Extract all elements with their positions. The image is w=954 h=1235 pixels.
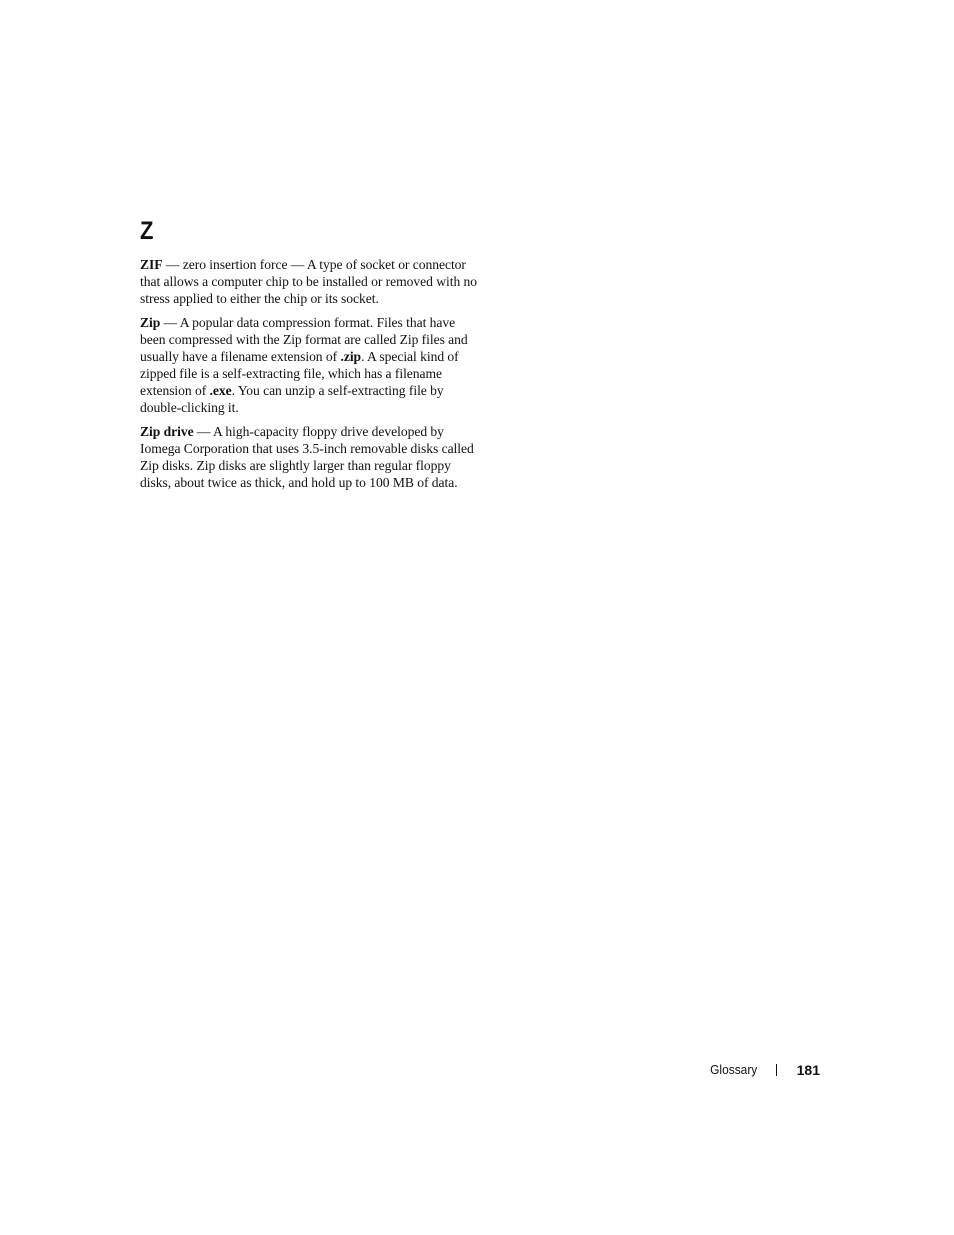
- glossary-column: [140, 216, 482, 498]
- glossary-term: Zip: [140, 315, 161, 330]
- glossary-entry-zif: [140, 256, 482, 307]
- glossary-definition-continued: . A special kind of zipped file is a self-extracting file, which has a filename extension of: [140, 349, 459, 398]
- page-number: 181: [796, 1062, 820, 1078]
- glossary-entry-zip: [140, 314, 482, 416]
- page-footer: [706, 1061, 820, 1079]
- file-extension-exe: .exe: [209, 383, 232, 398]
- glossary-term: ZIF: [140, 257, 163, 272]
- glossary-definition: — A high-capacity floppy drive developed by Iomega Corporation that uses 3.5-inch removable disks called Zip disks. Zip disks are slightly larger than regular floppy disks, about twice as thick, and hold up to 100 MB of data.: [140, 424, 474, 490]
- file-extension-zip: .zip: [340, 349, 362, 364]
- footer-section-name: Glossary: [710, 1062, 758, 1077]
- footer-separator: [776, 1064, 777, 1076]
- glossary-entry-zip-drive: [140, 423, 482, 491]
- glossary-definition: — A popular data compression format. Files that have been compressed with the Zip format are called Zip files and usually have a filename extension of: [140, 315, 468, 364]
- glossary-term: Zip drive: [140, 424, 194, 439]
- glossary-definition-end: . You can unzip a self-extracting file by double-clicking it.: [140, 383, 444, 415]
- glossary-definition: — zero insertion force — A type of socket or connector that allows a computer chip to be installed or removed with no stress applied to either the chip or its socket.: [140, 257, 478, 306]
- section-letter-heading: Z: [140, 217, 154, 245]
